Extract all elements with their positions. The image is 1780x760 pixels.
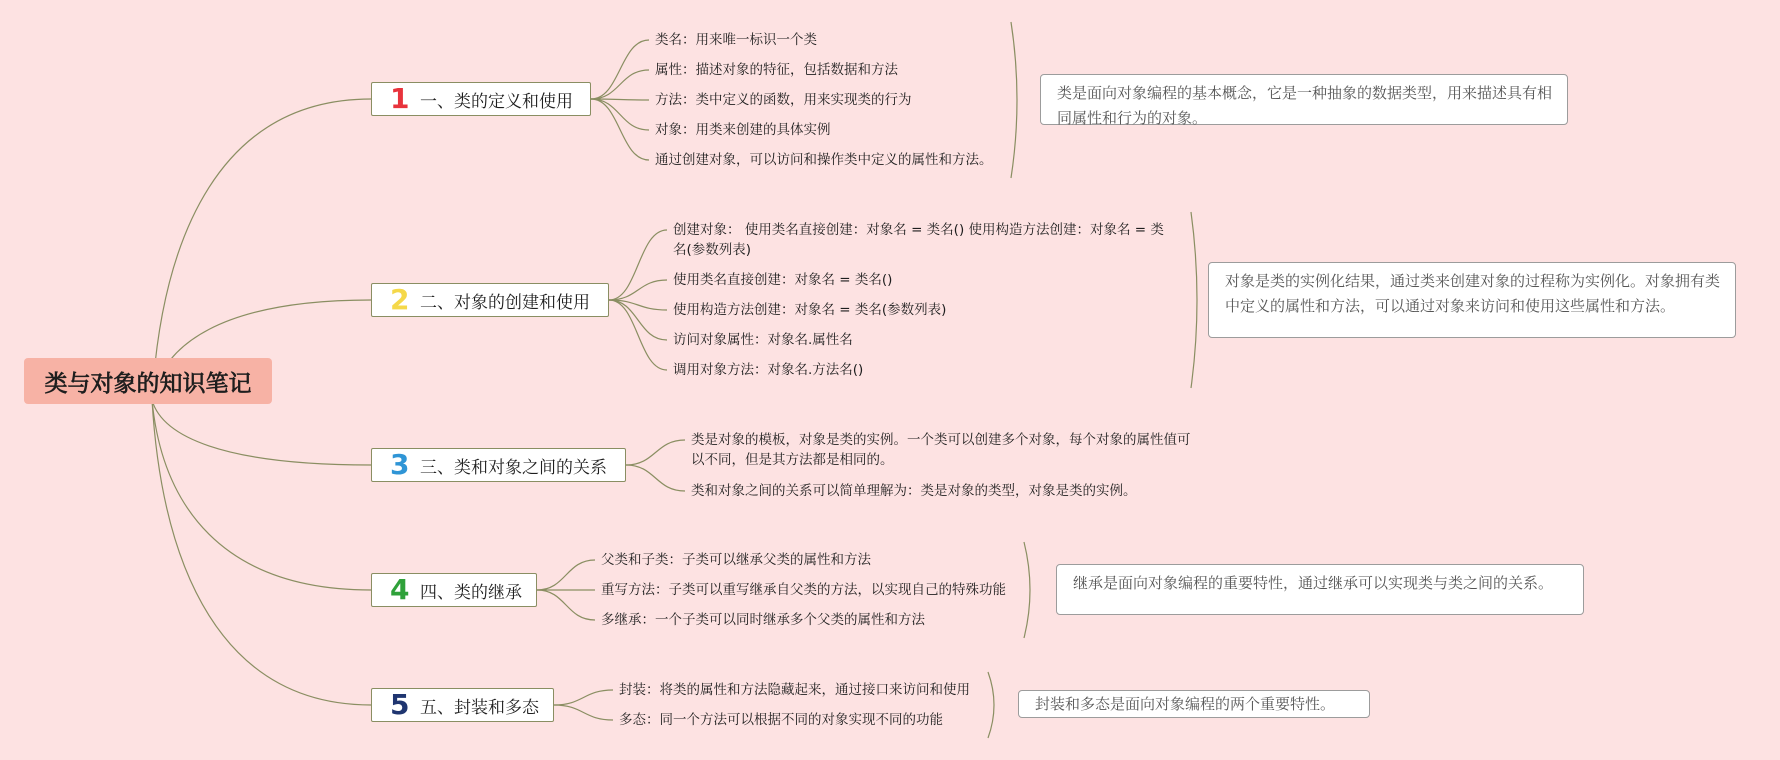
root-connector-line	[152, 99, 371, 400]
topic-3-item[interactable]: 类是对象的模板，对象是类的实例。一个类可以创建多个对象，每个对象的属性值可以不同，但是其方法都是相同的。	[691, 432, 1191, 468]
branch-connector-line	[537, 590, 595, 620]
topic-4-item[interactable]: 父类和子类：子类可以继承父类的属性和方法	[601, 552, 871, 568]
topic-2-summary[interactable]: 对象是类的实例化结果，通过类来创建对象的过程称为实例化。对象拥有类中定义的属性和方法，可以通过对象来访问和使用这些属性和方法。	[1208, 262, 1736, 338]
root-connector-line	[152, 400, 371, 705]
topic-4-item[interactable]: 重写方法：子类可以重写继承自父类的方法，以实现自己的特殊功能	[601, 582, 1006, 598]
summary-brace-line	[1024, 542, 1030, 638]
topic-3-item[interactable]: 类和对象之间的关系可以简单理解为：类是对象的类型，对象是类的实例。	[691, 483, 1137, 499]
root-connector-line	[152, 400, 371, 465]
summary-brace-line	[1191, 212, 1197, 388]
branch-connector-line	[554, 690, 613, 705]
topic-3[interactable]	[371, 448, 626, 482]
topic-2-item[interactable]: 创建对象： 使用类名直接创建：对象名 = 类名() 使用构造方法创建：对象名 = 类名(参数列表)	[673, 222, 1164, 258]
topic-2-label: 二、对象的创建和使用	[420, 292, 590, 313]
number-2-icon: 2	[390, 283, 410, 316]
summary-brace-line	[988, 672, 994, 738]
topic-4-label: 四、类的继承	[420, 582, 522, 603]
topic-1-item[interactable]: 对象：用类来创建的具体实例	[655, 122, 831, 138]
topic-5-summary[interactable]: 封装和多态是面向对象编程的两个重要特性。	[1018, 690, 1370, 718]
topic-1[interactable]	[371, 82, 591, 116]
topic-1-item[interactable]: 属性：描述对象的特征，包括数据和方法	[655, 62, 898, 78]
root-title: 类与对象的知识笔记	[44, 370, 252, 397]
topic-4-summary[interactable]: 继承是面向对象编程的重要特性，通过继承可以实现类与类之间的关系。	[1056, 564, 1584, 615]
branch-connector-line	[591, 40, 649, 99]
branch-connector-line	[626, 440, 685, 465]
number-5-icon: 5	[390, 688, 410, 721]
summary-brace-line	[1011, 22, 1017, 178]
root-connector-line	[152, 400, 371, 590]
branch-connector-line	[537, 560, 595, 590]
number-4-icon: 4	[390, 573, 410, 606]
branch-connector-line	[609, 300, 667, 370]
topic-5-item[interactable]: 封装：将类的属性和方法隐藏起来，通过接口来访问和使用	[619, 682, 970, 698]
branch-connector-line	[626, 465, 685, 491]
topic-3-label: 三、类和对象之间的关系	[420, 457, 607, 478]
number-1-icon: 1	[390, 82, 410, 115]
topic-2[interactable]	[371, 283, 609, 317]
topic-1-summary[interactable]: 类是面向对象编程的基本概念，它是一种抽象的数据类型，用来描述具有相同属性和行为的对象。	[1040, 74, 1568, 125]
branch-connector-line	[591, 70, 649, 99]
topic-5[interactable]	[371, 688, 554, 722]
topic-1-item[interactable]: 方法：类中定义的函数，用来实现类的行为	[655, 92, 912, 108]
topic-5-label: 五、封装和多态	[420, 697, 539, 718]
topic-5-item[interactable]: 多态：同一个方法可以根据不同的对象实现不同的功能	[619, 712, 943, 728]
topic-1-label: 一、类的定义和使用	[420, 91, 573, 112]
number-3-icon: 3	[390, 448, 410, 481]
branch-connector-line	[591, 99, 649, 130]
topic-1-item[interactable]: 通过创建对象，可以访问和操作类中定义的属性和方法。	[655, 152, 993, 168]
branch-connector-line	[554, 705, 613, 720]
root-topic[interactable]	[24, 358, 272, 404]
topic-1-item[interactable]: 类名：用来唯一标识一个类	[655, 32, 817, 48]
topic-2-item[interactable]: 调用对象方法：对象名.方法名()	[673, 362, 864, 378]
topic-2-item[interactable]: 访问对象属性：对象名.属性名	[673, 332, 853, 348]
topic-2-item[interactable]: 使用类名直接创建：对象名 = 类名()	[673, 272, 893, 288]
topic-4[interactable]	[371, 573, 537, 607]
topic-2-item[interactable]: 使用构造方法创建：对象名 = 类名(参数列表)	[673, 302, 947, 318]
topic-4-item[interactable]: 多继承：一个子类可以同时继承多个父类的属性和方法	[601, 612, 925, 628]
